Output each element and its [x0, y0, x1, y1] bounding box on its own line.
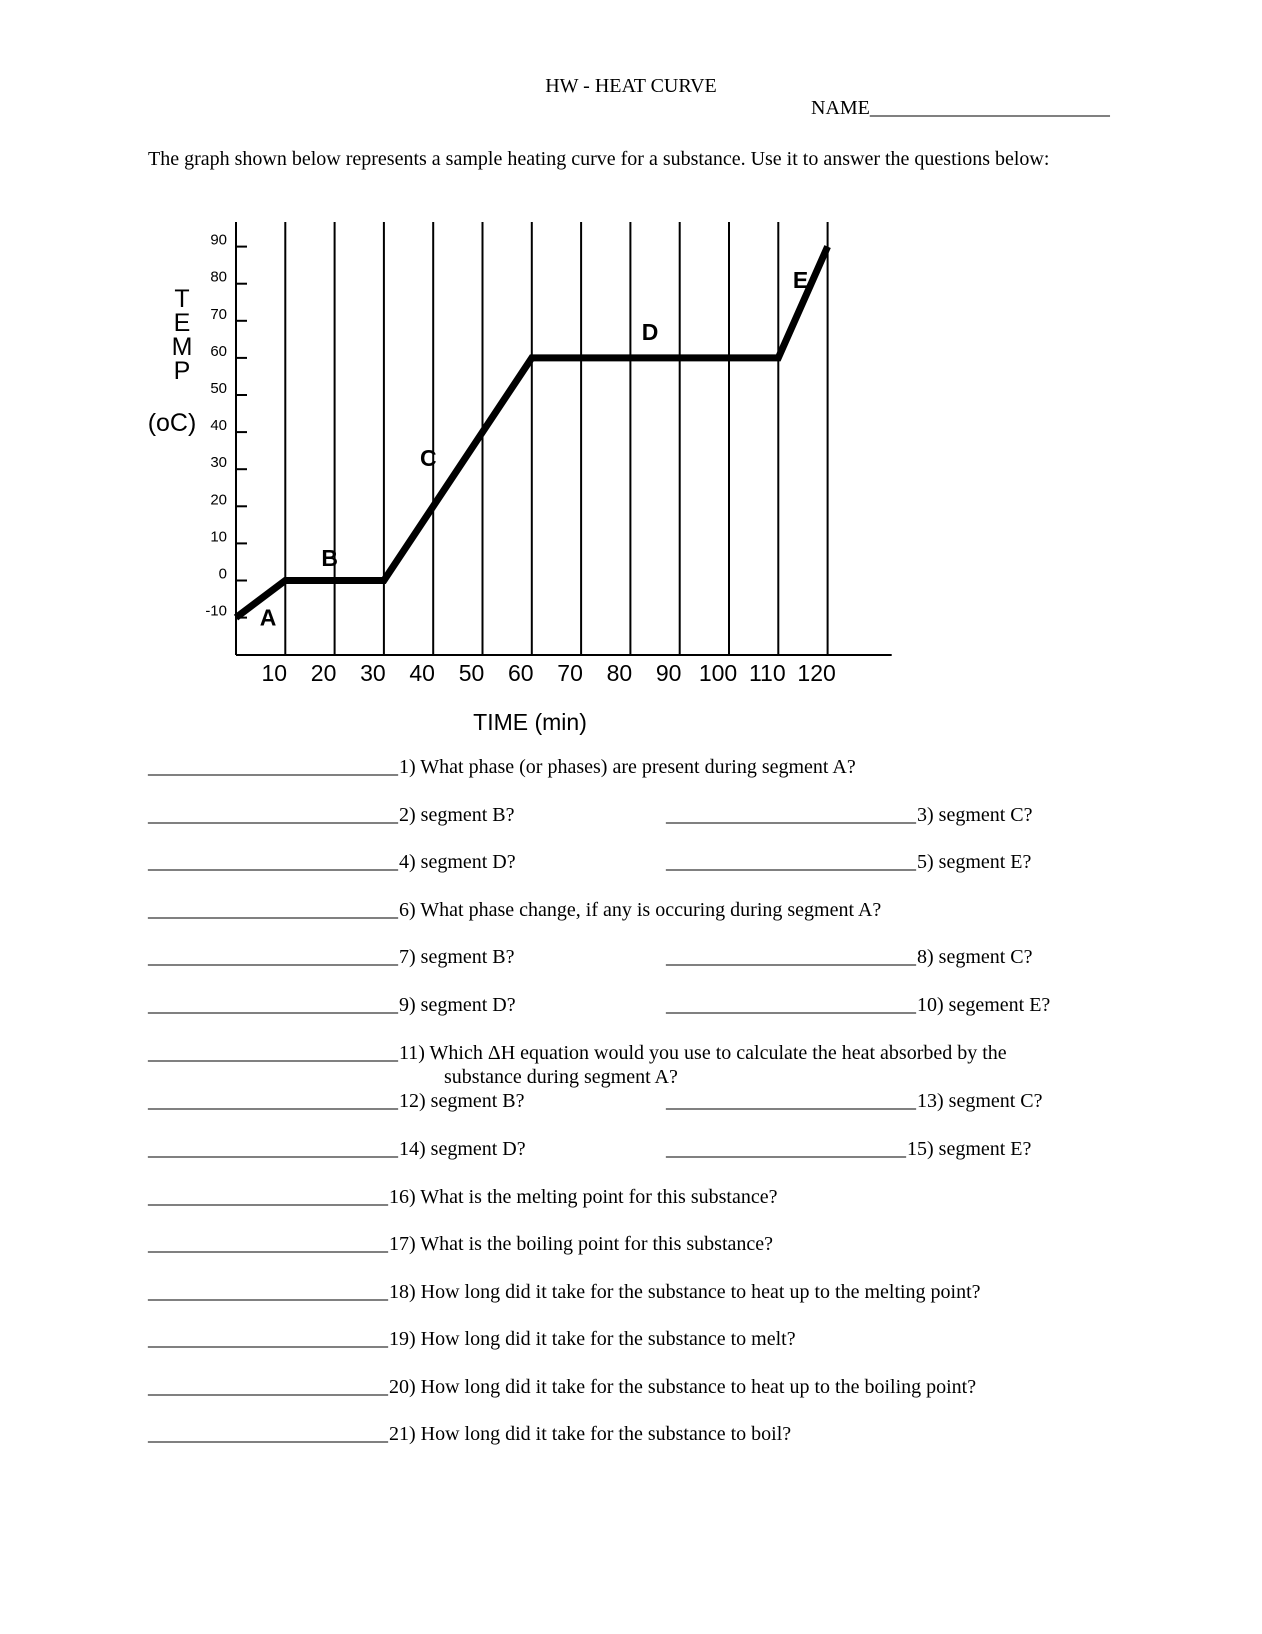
- question-14: 14) segment D?: [399, 1138, 526, 1160]
- name-field[interactable]: NAME________________________: [811, 97, 1110, 119]
- y-tick-marks: [236, 247, 247, 618]
- x-axis-title: TIME (min): [473, 709, 587, 735]
- question-7: 7) segment B?: [399, 946, 515, 968]
- question-18: 18) How long did it take for the substance to heat up to the melting point?: [389, 1281, 981, 1303]
- y-tick-label-90: 90: [210, 231, 227, 249]
- question-21: 21) How long did it take for the substance to boil?: [389, 1423, 792, 1445]
- question-10: 10) segement E?: [917, 994, 1051, 1016]
- answer-blank-20[interactable]: ________________________: [148, 1376, 388, 1398]
- y-axis-unit: (oC): [147, 409, 197, 437]
- x-tick-label-10: 10: [261, 660, 288, 686]
- x-tick-label-60: 60: [508, 660, 534, 686]
- answer-blank-2[interactable]: _________________________: [148, 804, 398, 826]
- question-8: 8) segment C?: [917, 946, 1033, 968]
- y-tick-label-20: 20: [210, 491, 227, 509]
- y-axis-title-letter: P: [173, 357, 191, 385]
- answer-blank-6[interactable]: _________________________: [148, 899, 398, 921]
- heating-curve-chart: [0, 0, 1262, 740]
- worksheet-title: HW - HEAT CURVE: [545, 75, 717, 97]
- answer-blank-13[interactable]: _________________________: [666, 1090, 916, 1112]
- x-tick-label-70: 70: [557, 660, 583, 686]
- answer-blank-7[interactable]: _________________________: [148, 946, 398, 968]
- x-tick-label-40: 40: [409, 660, 435, 686]
- segment-label-d: D: [641, 318, 659, 345]
- question-13: 13) segment C?: [917, 1090, 1043, 1112]
- x-tick-labels: [262, 660, 836, 686]
- y-axis-title-letter: M: [171, 333, 193, 361]
- x-tick-label-100: 100: [698, 660, 738, 686]
- question-5: 5) segment E?: [917, 851, 1032, 873]
- question-2: 2) segment B?: [399, 804, 515, 826]
- y-axis-title-letter: E: [173, 309, 191, 337]
- segment-label-a: A: [259, 604, 277, 631]
- question-17: 17) What is the boiling point for this substance?: [389, 1233, 774, 1255]
- y-tick-label-50: 50: [210, 380, 227, 397]
- x-tick-label-20: 20: [310, 660, 337, 686]
- question-4: 4) segment D?: [399, 851, 516, 873]
- x-tick-label-90: 90: [655, 660, 682, 686]
- answer-blank-5[interactable]: _________________________: [666, 851, 916, 873]
- x-tick-label-80: 80: [606, 660, 633, 686]
- x-tick-label-50: 50: [458, 660, 485, 686]
- answer-blank-12[interactable]: _________________________: [148, 1090, 398, 1112]
- question-1: 1) What phase (or phases) are present during segment A?: [399, 756, 856, 778]
- answer-blank-16[interactable]: ________________________: [148, 1186, 388, 1208]
- vertical-grid-lines: [285, 222, 827, 655]
- question-12: 12) segment B?: [399, 1090, 525, 1112]
- answer-blank-10[interactable]: _________________________: [666, 994, 916, 1016]
- answer-blank-14[interactable]: _________________________: [148, 1138, 398, 1160]
- answer-blank-8[interactable]: _________________________: [666, 946, 916, 968]
- question-6: 6) What phase change, if any is occuring during segment A?: [399, 899, 882, 921]
- question-11-line-2: substance during segment A?: [444, 1066, 678, 1088]
- answer-blank-19[interactable]: ________________________: [148, 1328, 388, 1350]
- y-axis-title-letter: T: [174, 285, 190, 313]
- question-20: 20) How long did it take for the substance to heat up to the boiling point?: [389, 1376, 977, 1398]
- question-15: 15) segment E?: [907, 1138, 1032, 1160]
- answer-blank-9[interactable]: _________________________: [148, 994, 398, 1016]
- y-tick-label--10: -10: [205, 602, 227, 620]
- answer-blank-11[interactable]: _________________________: [148, 1042, 398, 1064]
- y-tick-labels: [205, 232, 227, 620]
- y-tick-label-70: 70: [210, 305, 227, 323]
- answer-blank-18[interactable]: ________________________: [148, 1281, 388, 1303]
- question-3: 3) segment C?: [917, 804, 1033, 826]
- answer-blank-17[interactable]: ________________________: [148, 1233, 388, 1255]
- segment-label-c: C: [419, 445, 437, 472]
- answer-blank-3[interactable]: _________________________: [666, 804, 916, 826]
- answer-blank-4[interactable]: _________________________: [148, 851, 398, 873]
- answer-blank-15[interactable]: ________________________: [666, 1138, 906, 1160]
- x-tick-label-30: 30: [360, 660, 386, 686]
- segment-labels: [260, 267, 808, 631]
- y-tick-label-80: 80: [210, 268, 227, 286]
- y-tick-label-0: 0: [218, 565, 227, 583]
- x-tick-label-110: 110: [748, 660, 786, 686]
- y-tick-label-60: 60: [210, 342, 227, 360]
- question-16: 16) What is the melting point for this substance?: [389, 1186, 778, 1208]
- question-11-line-1: 11) Which ΔH equation would you use to calculate the heat absorbed by the: [399, 1042, 1007, 1064]
- x-tick-label-120: 120: [797, 660, 836, 686]
- y-tick-label-40: 40: [210, 417, 227, 435]
- segment-label-b: B: [321, 545, 338, 572]
- y-tick-label-30: 30: [210, 454, 227, 472]
- answer-blank-1[interactable]: _________________________: [148, 756, 398, 778]
- intro-text: The graph shown below represents a sample heating curve for a substance. Use it to answer the questions below:: [148, 148, 1050, 170]
- question-9: 9) segment D?: [399, 994, 516, 1016]
- y-tick-label-10: 10: [210, 528, 227, 546]
- question-19: 19) How long did it take for the substance to melt?: [389, 1328, 796, 1350]
- segment-label-e: E: [792, 266, 809, 293]
- answer-blank-21[interactable]: ________________________: [148, 1423, 388, 1445]
